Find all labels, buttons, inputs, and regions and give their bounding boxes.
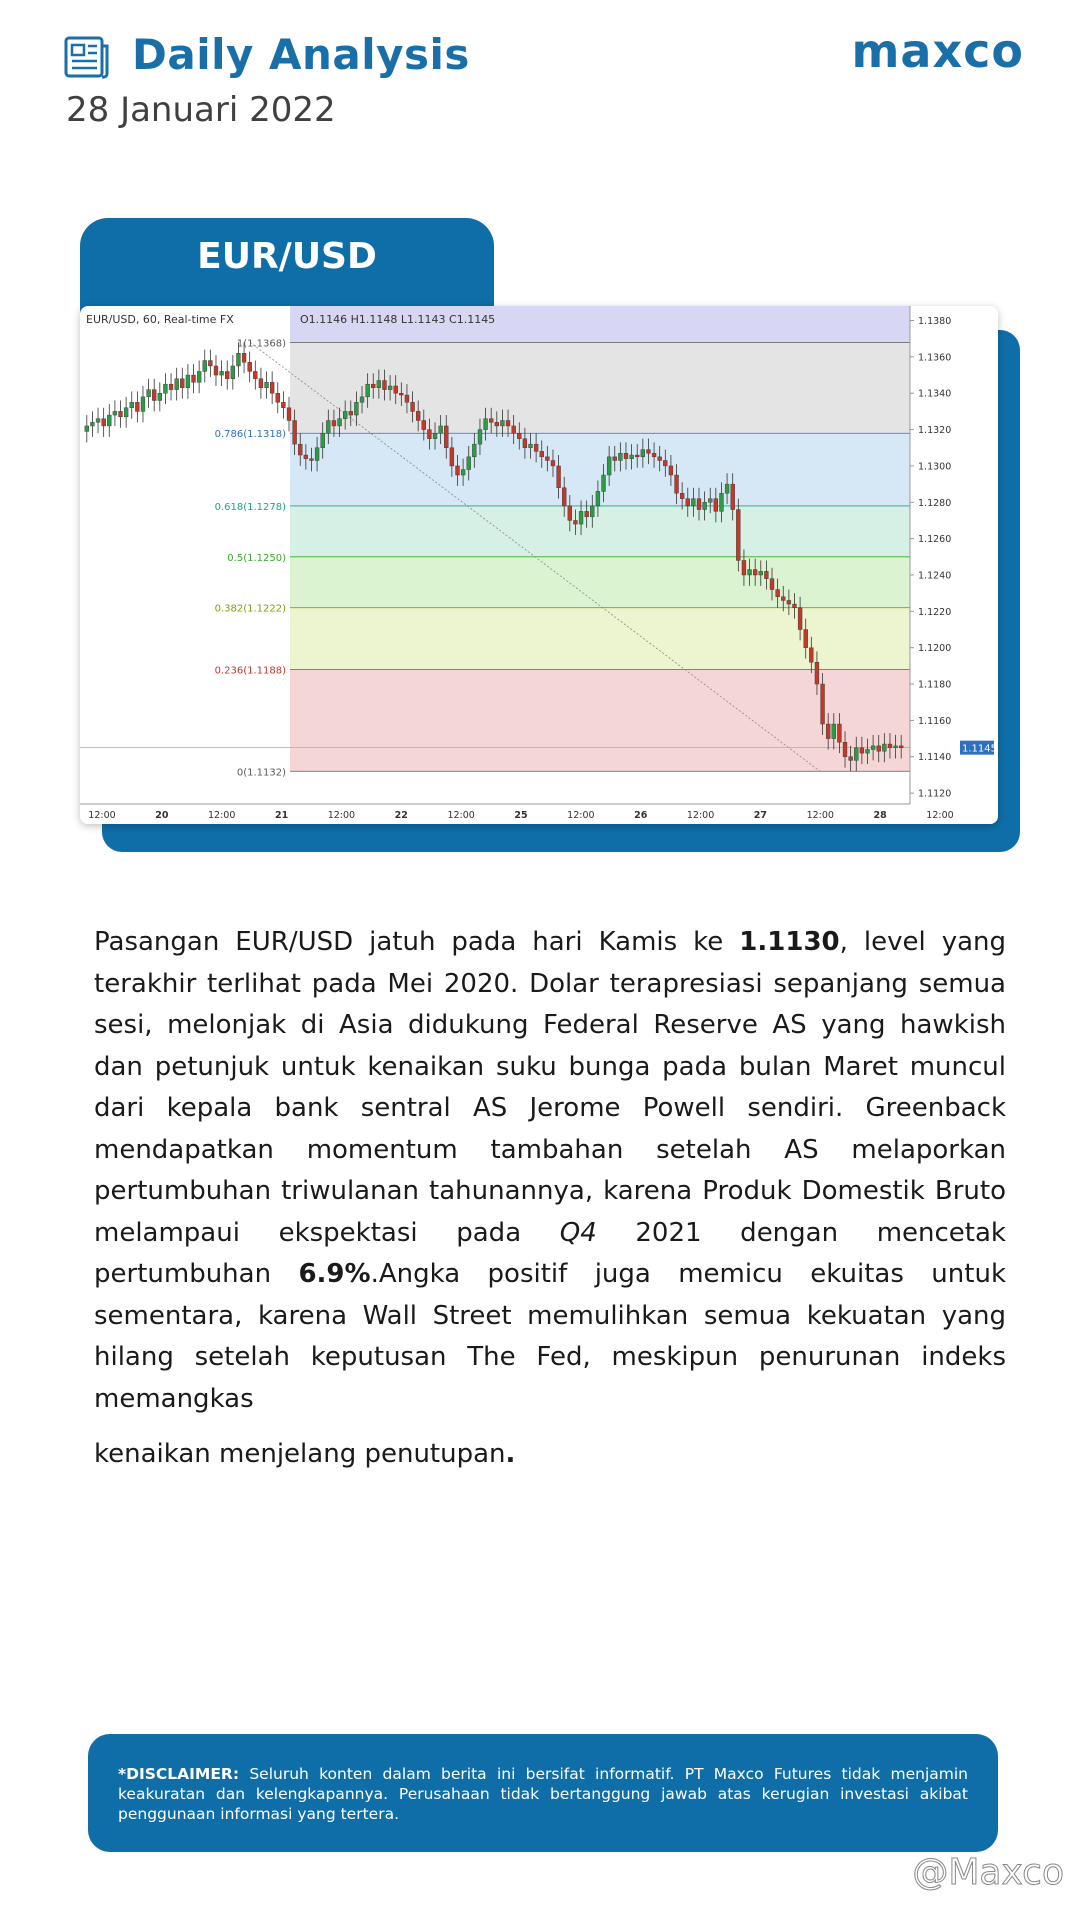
candle-body (96, 419, 100, 423)
fib-level-label: 0.5(1.1250) (227, 552, 286, 564)
candle-body (203, 361, 207, 372)
candle-body (220, 371, 224, 375)
candle-body (680, 493, 684, 498)
candle-body (770, 579, 774, 590)
candle-body (281, 402, 285, 407)
candle-body (360, 397, 364, 402)
candle-body (225, 371, 229, 378)
candle-body (557, 466, 561, 488)
x-tick-label: 20 (155, 810, 169, 821)
x-tick-label: 12:00 (926, 810, 954, 821)
fib-band (290, 557, 910, 608)
x-tick-label: 28 (873, 810, 887, 821)
candle-body (809, 648, 813, 663)
candle-body (371, 384, 375, 388)
candle-body (731, 484, 735, 509)
candle-body (714, 499, 718, 512)
candle-body (821, 684, 825, 724)
x-tick-label: 12:00 (88, 810, 116, 821)
article-final-period: . (505, 1439, 516, 1469)
candle-body (270, 382, 274, 393)
candle-body (798, 608, 802, 630)
candle-body (624, 453, 628, 458)
brand-logo: maxco (851, 24, 1024, 78)
candle-body (888, 744, 892, 748)
fib-level-label: 0.236(1.1188) (214, 665, 286, 677)
disclaimer-label: *DISCLAIMER: (118, 1765, 240, 1783)
candle-body (573, 520, 577, 524)
fib-level-label: 0.786(1.1318) (214, 429, 286, 441)
candle-body (759, 571, 763, 575)
candle-body (562, 488, 566, 506)
candle-body (169, 384, 173, 389)
candle-body (349, 411, 353, 415)
fib-level-label: 1(1.1368) (236, 338, 286, 350)
candle-body (781, 597, 785, 601)
candle-body (248, 362, 252, 371)
article-text-5: kenaikan menjelang penutupan (94, 1439, 506, 1469)
fib-level-label: 0(1.1132) (236, 767, 286, 779)
candle-body (843, 742, 847, 757)
x-tick-label: 12:00 (208, 810, 236, 821)
article-body (94, 922, 1006, 1476)
article-text-2: , level yang terakhir terlihat pada Mei 2020. Dolar terapresiasi sepanjang semua sesi, melonjak di Asia didukung Federal Reserve AS yang hawkish dan petunjuk untuk kenaikan suku bunga pada bulan Maret muncul dari kepala bank sentral AS Jerome Powell sendiri. Greenback mendapatkan momentum tambahan setelah AS melaporkan pertumbuhan triwulanan tahunannya, karena Produk Domestik Bruto melampaui ekspektasi pada (94, 927, 1006, 1248)
candle-body (310, 459, 314, 461)
candle-body (377, 381, 381, 388)
candle-body (753, 570, 757, 575)
candle-body (826, 724, 830, 739)
candle-body (124, 408, 128, 417)
candle-body (439, 426, 443, 433)
candle-body (500, 421, 504, 426)
x-tick-label: 12:00 (327, 810, 356, 821)
candle-body (107, 415, 111, 426)
candle-body (579, 511, 583, 524)
candle-body (489, 419, 493, 423)
candle-body (703, 502, 707, 509)
x-tick-label: 12:00 (806, 810, 834, 821)
candle-body (866, 749, 870, 753)
x-tick-label: 22 (394, 810, 408, 821)
candle-body (422, 421, 426, 430)
y-tick-label: 1.1340 (918, 388, 952, 400)
candle-body (815, 662, 819, 684)
candle-body (293, 421, 297, 445)
candle-body (506, 421, 510, 426)
article-bold-price: 1.1130 (739, 927, 840, 957)
candle-body (534, 444, 538, 451)
candle-body (427, 430, 431, 439)
candle-body (686, 499, 690, 506)
x-tick-label: 21 (274, 810, 289, 821)
candle-body (135, 402, 139, 411)
y-tick-label: 1.1320 (918, 425, 952, 437)
candle-body (894, 746, 898, 748)
candle-body (877, 746, 881, 751)
candle-body (618, 453, 622, 460)
candle-body (265, 382, 269, 387)
chart-symbol-label: EUR/USD, 60, Real-time FX (86, 313, 234, 326)
candle-body (315, 448, 319, 461)
y-tick-label: 1.1140 (918, 752, 952, 764)
candle-body (804, 630, 808, 648)
candle-body (231, 366, 235, 379)
price-chart (80, 306, 998, 824)
candle-body (478, 430, 482, 445)
candle-body (776, 590, 780, 597)
page-title: Daily Analysis (132, 30, 470, 79)
article-last-line (94, 1434, 1006, 1476)
y-tick-label: 1.1260 (918, 534, 952, 546)
candle-body (854, 748, 858, 761)
candle-body (607, 457, 611, 475)
candle-body (793, 604, 797, 608)
y-tick-label: 1.1220 (918, 606, 952, 618)
candle-body (568, 506, 572, 521)
candle-body (860, 748, 864, 753)
candle-body (596, 491, 600, 506)
candle-body (253, 371, 257, 378)
candle-body (467, 457, 471, 470)
candle-body (276, 393, 280, 402)
candle-body (85, 426, 89, 431)
candle-body (152, 390, 156, 401)
newspaper-icon (64, 36, 110, 80)
candle-body (472, 444, 476, 457)
candle-body (343, 411, 347, 418)
candle-body (242, 353, 246, 362)
candle-body (540, 451, 544, 456)
candle-body (354, 402, 358, 415)
candle-body (321, 433, 325, 448)
candle-body (691, 499, 695, 506)
candle-body (326, 421, 330, 434)
candle-body (180, 379, 184, 388)
fib-level-label: 0.382(1.1222) (214, 603, 286, 615)
x-tick-label: 12:00 (686, 810, 715, 821)
candle-body (444, 426, 448, 448)
candle-body (456, 466, 460, 475)
candle-body (383, 381, 387, 390)
candle-body (652, 453, 656, 457)
y-tick-label: 1.1180 (918, 679, 952, 691)
candle-body (590, 506, 594, 517)
candle-body (882, 744, 886, 751)
candle-body (899, 746, 903, 748)
candle-body (236, 353, 240, 366)
candle-body (388, 386, 392, 390)
candle-body (832, 724, 836, 739)
candle-body (141, 397, 145, 412)
y-tick-label: 1.1120 (918, 788, 952, 800)
candle-body (175, 379, 179, 390)
candle-body (517, 433, 521, 438)
candle-body (658, 457, 662, 461)
candle-body (163, 384, 167, 393)
candle-body (416, 411, 420, 420)
x-tick-label: 25 (514, 810, 528, 821)
candle-body (214, 366, 218, 375)
candle-body (399, 393, 403, 395)
fib-level-label: 0.618(1.1278) (214, 501, 286, 513)
candle-body (197, 371, 201, 382)
watermark: @Maxco (912, 1852, 1064, 1893)
candle-body (405, 395, 409, 402)
candle-body (748, 570, 752, 575)
x-tick-label: 12:00 (447, 810, 475, 821)
candle-body (130, 402, 134, 407)
article-bold-growth: 6.9% (298, 1259, 371, 1289)
candle-body (411, 402, 415, 411)
candle-body (119, 411, 123, 416)
candle-body (147, 390, 151, 397)
candle-body (102, 419, 106, 426)
disclaimer-text (118, 1764, 968, 1824)
candle-body (512, 426, 516, 433)
candle-body (461, 470, 465, 475)
candle-body (585, 511, 589, 516)
candle-body (725, 484, 729, 493)
pair-label: EUR/USD (197, 236, 377, 277)
candle-body (304, 455, 308, 459)
candle-body (529, 444, 533, 448)
candle-body (484, 419, 488, 430)
y-tick-label: 1.1300 (918, 461, 952, 473)
candle-body (787, 600, 791, 604)
candle-body (186, 375, 190, 388)
article-italic-q4: Q4 (559, 1217, 597, 1248)
x-tick-label: 12:00 (567, 810, 595, 821)
candle-body (523, 439, 527, 448)
x-tick-label: 26 (634, 810, 648, 821)
candle-body (837, 724, 841, 742)
candle-body (495, 422, 499, 426)
candle-body (450, 448, 454, 466)
candle-body (551, 460, 555, 465)
x-tick-label: 27 (753, 810, 768, 821)
candle-body (90, 422, 94, 426)
price-chart-card (80, 306, 998, 824)
y-tick-label: 1.1280 (918, 497, 952, 509)
candle-body (332, 421, 336, 426)
candle-body (394, 386, 398, 393)
candle-body (545, 457, 549, 461)
candle-body (736, 510, 740, 561)
candle-body (742, 560, 746, 575)
fib-band (290, 506, 910, 557)
candle-body (158, 393, 162, 400)
candle-body (669, 466, 673, 475)
candle-body (208, 361, 212, 366)
candle-body (764, 571, 768, 578)
y-tick-label: 1.1240 (918, 570, 952, 582)
candle-body (613, 457, 617, 461)
article-text-4: .Angka positif juga memicu ekuitas untuk sementara, karena Wall Street memulihkan semua kekuatan yang hilang setelah keputusan The Fed, meskipun penurunan indeks memangkas (94, 1259, 1006, 1414)
candle-body (630, 455, 634, 459)
y-tick-label: 1.1160 (918, 715, 952, 727)
candle-body (675, 475, 679, 493)
candle-body (433, 433, 437, 438)
candle-body (849, 757, 853, 761)
candle-body (259, 379, 263, 388)
disclaimer-box (88, 1734, 998, 1852)
chart-ohlc-label: O1.1146 H1.1148 L1.1143 C1.1145 (300, 313, 496, 326)
candle-body (720, 493, 724, 511)
candle-body (708, 499, 712, 503)
article-text-3: 2021 dengan mencetak pertumbuhan (94, 1217, 1006, 1289)
article-text-1: Pasangan EUR/USD jatuh pada hari Kamis ke (94, 927, 740, 957)
y-tick-label: 1.1360 (918, 352, 952, 364)
candle-body (697, 499, 701, 510)
y-tick-label: 1.1200 (918, 643, 952, 655)
candle-body (646, 450, 650, 454)
candle-body (641, 450, 645, 457)
candle-body (663, 460, 667, 465)
last-price-label: 1.1145 (962, 743, 997, 755)
candle-body (338, 419, 342, 426)
y-tick-label: 1.1380 (918, 316, 952, 328)
candle-body (113, 411, 117, 415)
page-date: 28 Januari 2022 (66, 90, 336, 130)
candle-body (287, 408, 291, 421)
candle-body (602, 475, 606, 491)
candle-body (298, 444, 302, 455)
candle-body (366, 384, 370, 397)
candle-body (635, 455, 639, 457)
disclaimer-body: Seluruh konten dalam berita ini bersifat informatif. PT Maxco Futures tidak menjamin keakuratan dan kelengkapannya. Perusahaan tidak bertanggung jawab atas kerugian investasi akibat penggunaan informasi yang tertera. (118, 1765, 968, 1823)
candle-body (871, 746, 875, 750)
candle-body (192, 375, 196, 382)
